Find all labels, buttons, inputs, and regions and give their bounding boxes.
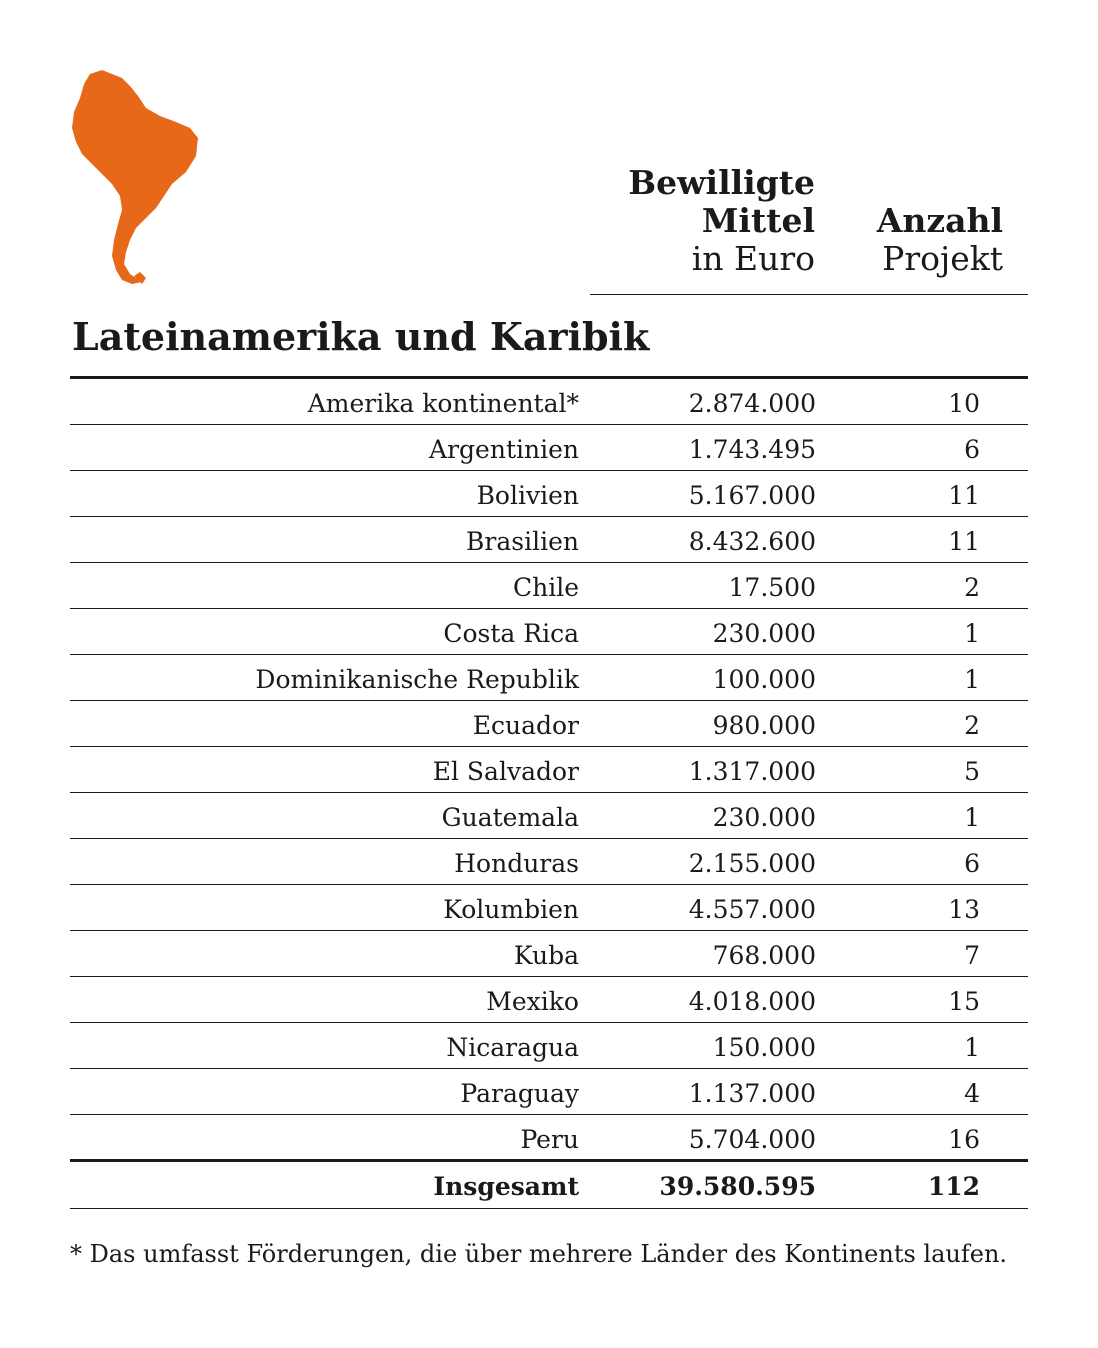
row-count: 6 <box>964 435 980 464</box>
row-count: 6 <box>964 849 980 878</box>
column-header-amount <box>515 164 815 278</box>
row-amount: 230.000 <box>712 803 816 832</box>
footnote: * Das umfasst Förderungen, die über mehrere Länder des Kontinents laufen. <box>70 1240 1008 1268</box>
header-divider <box>590 294 1028 295</box>
row-count: 2 <box>964 711 980 740</box>
table-row <box>70 655 1028 701</box>
column-header-count-line-2: Projekt <box>882 239 1003 278</box>
row-country: El Salvador <box>432 757 579 786</box>
total-amount: 39.580.595 <box>659 1172 816 1201</box>
table-row <box>70 471 1028 517</box>
row-amount: 17.500 <box>728 573 816 602</box>
table-row <box>70 931 1028 977</box>
row-amount: 2.874.000 <box>688 389 816 418</box>
row-count: 13 <box>948 895 980 924</box>
row-count: 15 <box>948 987 980 1016</box>
row-amount: 5.167.000 <box>688 481 816 510</box>
table-row <box>70 1069 1028 1115</box>
row-count: 4 <box>964 1079 980 1108</box>
column-header-amount-line-1: Bewilligte <box>628 163 815 202</box>
row-amount: 5.704.000 <box>688 1125 816 1154</box>
row-country: Paraguay <box>460 1079 579 1108</box>
row-count: 7 <box>964 941 980 970</box>
table-row <box>70 1115 1028 1161</box>
row-amount: 230.000 <box>712 619 816 648</box>
row-count: 16 <box>948 1125 980 1154</box>
row-country: Chile <box>512 573 579 602</box>
section-title: Lateinamerika und Karibik <box>72 314 650 359</box>
row-count: 2 <box>964 573 980 602</box>
row-country: Brasilien <box>466 527 579 556</box>
row-country: Amerika kontinental* <box>307 389 579 418</box>
row-country: Kuba <box>513 941 579 970</box>
row-amount: 1.137.000 <box>688 1079 816 1108</box>
row-amount: 1.743.495 <box>688 435 816 464</box>
row-count: 11 <box>948 481 980 510</box>
row-country: Peru <box>520 1125 579 1154</box>
row-amount: 4.557.000 <box>688 895 816 924</box>
column-header-amount-line-2: Mittel <box>701 201 815 240</box>
column-header-amount-unit: in Euro <box>691 239 815 278</box>
table-row <box>70 1023 1028 1069</box>
table-row <box>70 425 1028 471</box>
row-country: Ecuador <box>472 711 579 740</box>
table-row <box>70 885 1028 931</box>
row-count: 1 <box>964 803 980 832</box>
table-row <box>70 839 1028 885</box>
row-country: Kolumbien <box>443 895 579 924</box>
south-america-shape <box>72 70 198 284</box>
table-row <box>70 563 1028 609</box>
table-row <box>70 747 1028 793</box>
table-row <box>70 701 1028 747</box>
row-count: 10 <box>948 389 980 418</box>
row-country: Guatemala <box>441 803 579 832</box>
column-header-count <box>823 202 1003 278</box>
table-row <box>70 517 1028 563</box>
row-count: 5 <box>964 757 980 786</box>
row-country: Costa Rica <box>443 619 579 648</box>
south-america-map-icon <box>68 68 202 288</box>
row-country: Bolivien <box>476 481 579 510</box>
table-row <box>70 977 1028 1023</box>
row-country: Mexiko <box>486 987 579 1016</box>
total-row <box>70 1159 1028 1209</box>
row-count: 1 <box>964 619 980 648</box>
row-count: 11 <box>948 527 980 556</box>
row-amount: 100.000 <box>712 665 816 694</box>
row-amount: 4.018.000 <box>688 987 816 1016</box>
row-country: Honduras <box>454 849 579 878</box>
table-row <box>70 379 1028 425</box>
row-amount: 150.000 <box>712 1033 816 1062</box>
row-country: Dominikanische Republik <box>255 665 579 694</box>
row-count: 1 <box>964 665 980 694</box>
row-country: Nicaragua <box>446 1033 579 1062</box>
row-amount: 8.432.600 <box>688 527 816 556</box>
data-table <box>70 379 1028 1161</box>
row-country: Argentinien <box>429 435 579 464</box>
row-amount: 980.000 <box>712 711 816 740</box>
row-amount: 768.000 <box>712 941 816 970</box>
row-amount: 2.155.000 <box>688 849 816 878</box>
total-label: Insgesamt <box>433 1172 579 1201</box>
total-count: 112 <box>927 1172 980 1201</box>
table-row <box>70 793 1028 839</box>
column-header-count-line-1: Anzahl <box>876 201 1003 240</box>
row-amount: 1.317.000 <box>688 757 816 786</box>
row-count: 1 <box>964 1033 980 1062</box>
table-row <box>70 609 1028 655</box>
